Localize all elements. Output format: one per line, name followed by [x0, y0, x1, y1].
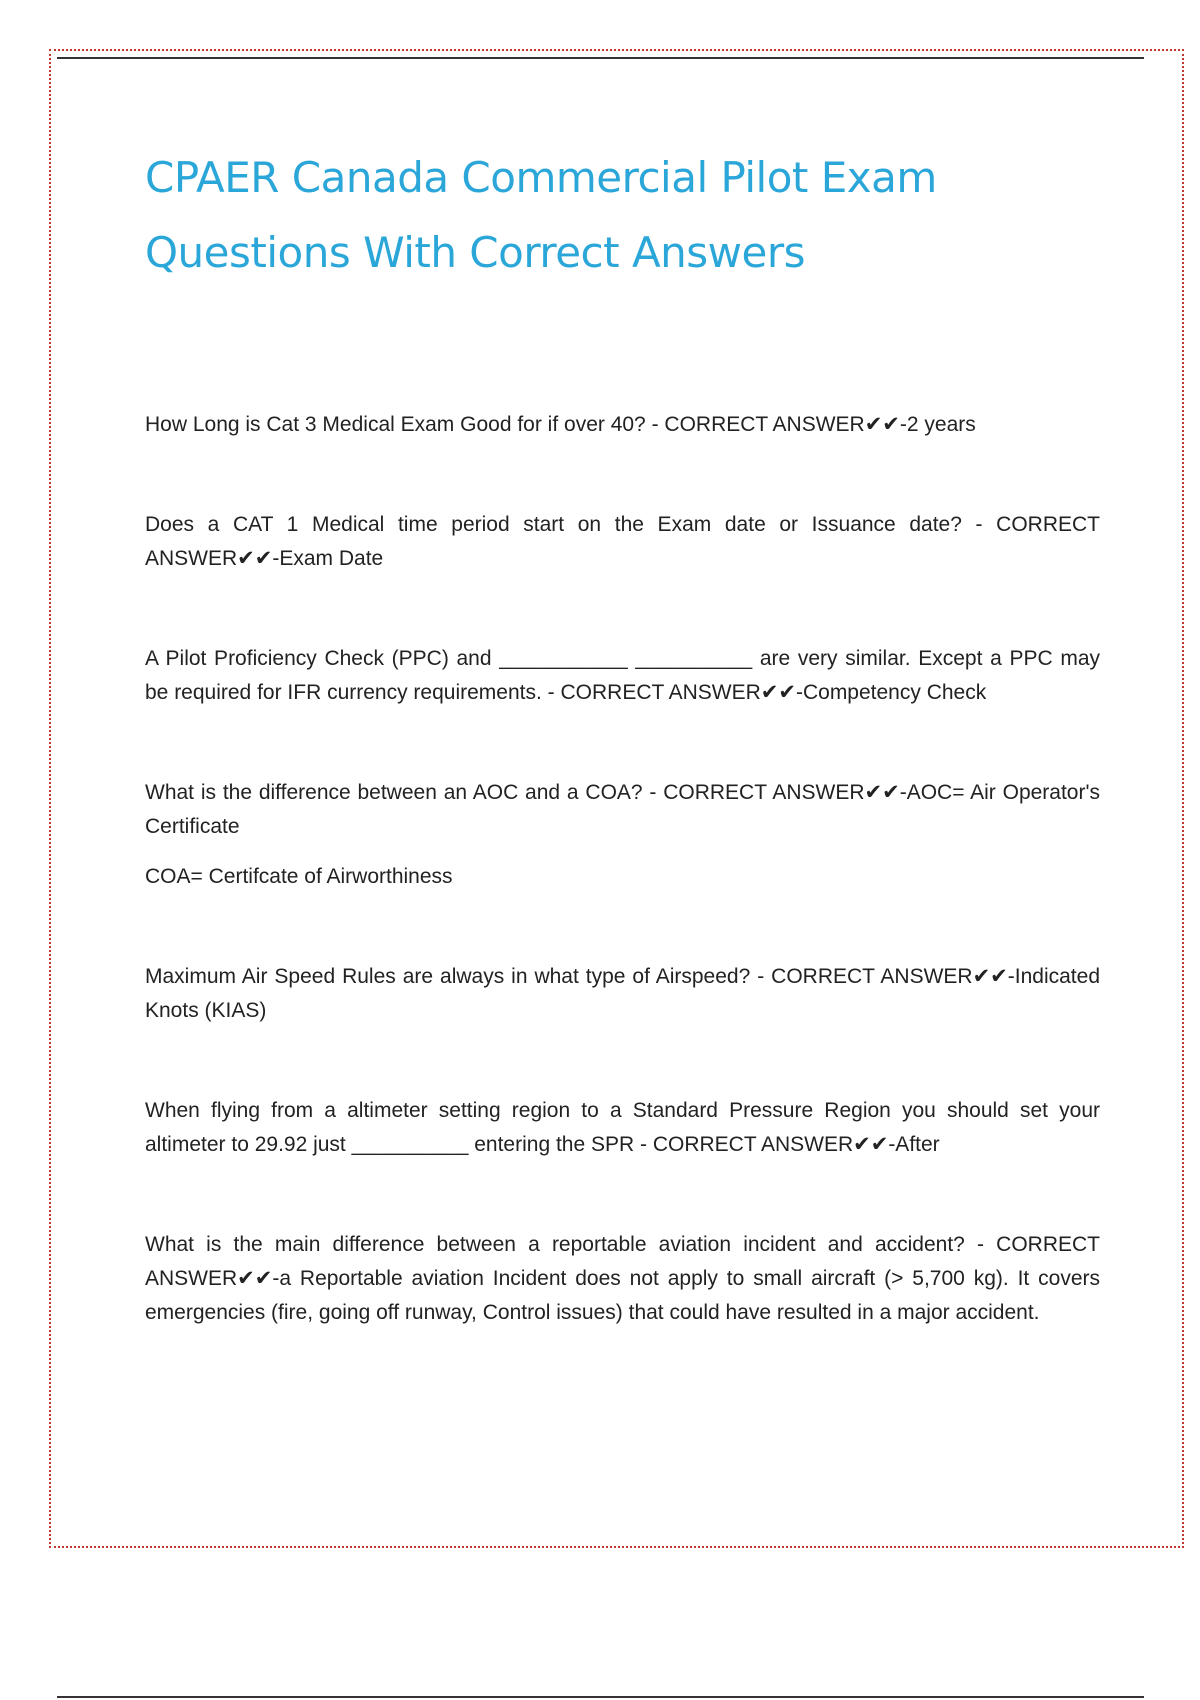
qa-text: When flying from a altimeter setting region to a Standard Pressure Region you should set your altimeter to 29.92 just __________ entering the SPR - CORRECT ANSWER✔✔-After	[145, 1099, 1100, 1156]
qa-continuation: COA= Certifcate of Airworthiness	[145, 865, 453, 888]
qa-text: Does a CAT 1 Medical time period start on the Exam date or Issuance date? - CORRECT ANSWER✔✔-Exam Date	[145, 513, 1100, 570]
qa-text: Maximum Air Speed Rules are always in what type of Airspeed? - CORRECT ANSWER✔✔-Indicated Knots (KIAS)	[145, 965, 1100, 1022]
qa-text: What is the difference between an AOC and a COA? - CORRECT ANSWER✔✔-AOC= Air Operator's Certificate	[145, 781, 1100, 838]
qa-text: What is the main difference between a reportable aviation incident and accident? - CORRECT ANSWER✔✔-a Reportable aviation Incident does not apply to small aircraft (> 5,700 kg). It covers emergencies (fire, going off runway, Control issues) that could have resulted in a major accident.	[145, 1233, 1100, 1324]
qa-item	[145, 408, 1100, 442]
qa-item	[145, 776, 1100, 894]
document-title: CPAER Canada Commercial Pilot Exam Questions With Correct Answers	[145, 153, 937, 277]
footer-rule	[57, 1696, 1144, 1698]
header-rule	[57, 57, 1144, 59]
qa-item	[145, 642, 1100, 710]
document-body	[145, 140, 1100, 1330]
qa-item	[145, 960, 1100, 1028]
qa-item	[145, 1094, 1100, 1162]
qa-item	[145, 1228, 1100, 1330]
qa-text: How Long is Cat 3 Medical Exam Good for if over 40? - CORRECT ANSWER✔✔-2 years	[145, 413, 976, 436]
qa-item	[145, 508, 1100, 576]
qa-text: A Pilot Proficiency Check (PPC) and ___________ __________ are very similar. Except a PPC may be required for IFR currency requirements. - CORRECT ANSWER✔✔-Competency Check	[145, 647, 1100, 704]
